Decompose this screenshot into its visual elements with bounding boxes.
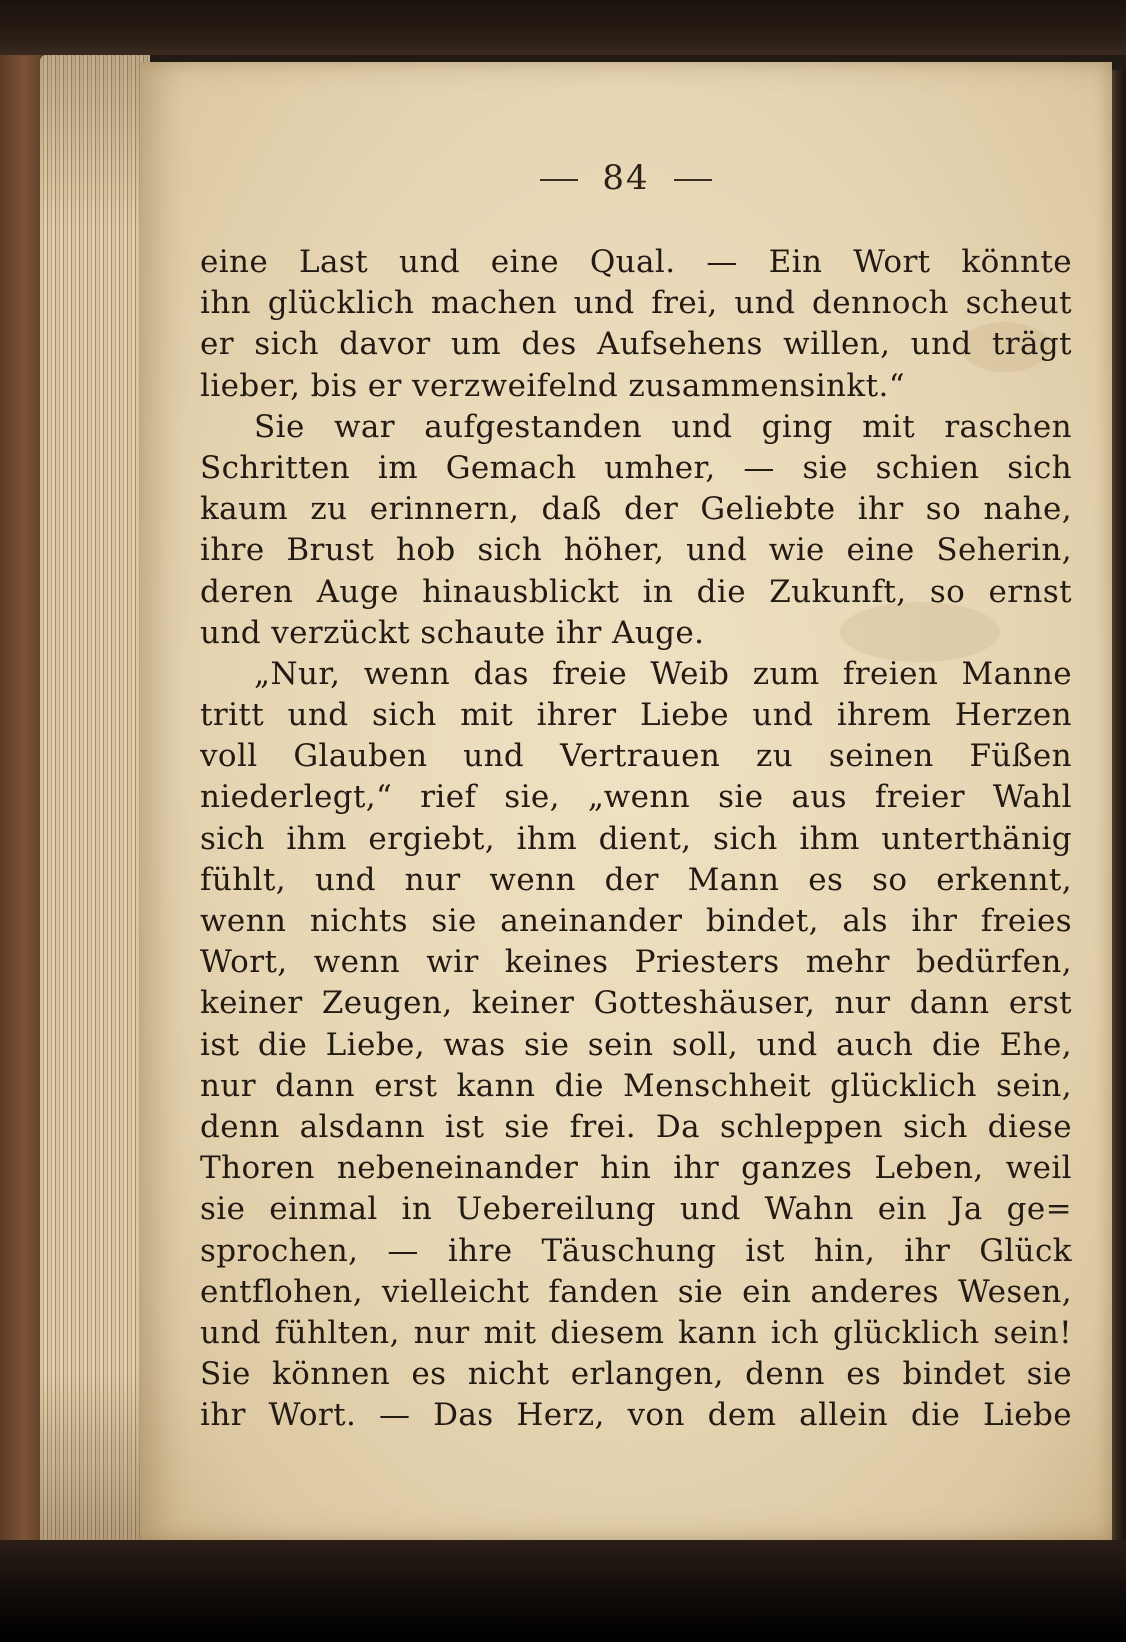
text-line: kaum zu erinnern, daß der Geliebte ihr so nahe,	[200, 491, 1072, 528]
text-line: ihr Wort. — Das Herz, von dem allein die Liebe	[200, 1397, 1072, 1434]
text-line: und verzückt schaute ihr Auge.	[200, 614, 705, 651]
page-number	[140, 158, 1112, 198]
book-cover-bottom	[0, 1540, 1126, 1642]
page-number-dash-left	[540, 179, 578, 181]
text-line: deren Auge hinausblickt in die Zukunft, so ernst	[200, 573, 1072, 610]
text-line: er sich davor um des Aufsehens willen, und trägt	[200, 326, 1072, 363]
text-line: Schritten im Gemach umher, — sie schien sich	[200, 449, 1072, 486]
text-line: ihn glücklich machen und frei, und dennoch scheut	[200, 285, 1072, 322]
text-line: Wort, wenn wir keines Priesters mehr bedürfen,	[200, 944, 1072, 981]
page-number-dash-right	[674, 179, 712, 181]
text-line: ist die Liebe, was sie sein soll, und auch die Ehe,	[200, 1026, 1072, 1063]
text-line: voll Glauben und Vertrauen zu seinen Füßen	[200, 738, 1072, 775]
text-line: sich ihm ergiebt, ihm dient, sich ihm unterthänig	[200, 820, 1072, 857]
text-line: fühlt, und nur wenn der Mann es so erkennt,	[200, 861, 1072, 898]
text-line: Sie war aufgestanden und ging mit raschen	[254, 408, 1072, 445]
text-line: Sie können es nicht erlangen, denn es bindet sie	[200, 1356, 1072, 1393]
text-line: „Nur, wenn das freie Weib zum freien Manne	[254, 655, 1072, 692]
text-line: entflohen, vielleicht fanden sie ein anderes Wesen,	[200, 1273, 1072, 1310]
text-line: eine Last und eine Qual. — Ein Wort könnte	[200, 244, 1072, 280]
text-line: denn alsdann ist sie frei. Da schleppen sich diese	[200, 1108, 1072, 1145]
text-line: sie einmal in Uebereilung und Wahn ein Ja ge=	[200, 1191, 1072, 1228]
text-line: tritt und sich mit ihrer Liebe und ihrem Herzen	[200, 697, 1072, 734]
text-line: sprochen, — ihre Täuschung ist hin, ihr Glück	[200, 1232, 1072, 1269]
text-line: niederlegt,“ rief sie, „wenn sie aus freier Wahl	[200, 779, 1072, 816]
page-number-value: 84	[602, 158, 650, 198]
page-edges	[40, 55, 150, 1545]
text-line: und fühlten, nur mit diesem kann ich glücklich sein!	[200, 1314, 1072, 1351]
text-line: wenn nichts sie aneinander bindet, als ihr freies	[200, 903, 1072, 939]
book-cover-top	[0, 0, 1126, 55]
text-line: nur dann erst kann die Menschheit glücklich sein,	[200, 1067, 1072, 1104]
text-line: Thoren nebeneinander hin ihr ganzes Leben, weil	[200, 1150, 1072, 1187]
text-line: lieber, bis er verzweifelnd zusammensinkt.“	[200, 367, 905, 404]
text-line: ihre Brust hob sich höher, und wie eine Seherin,	[200, 532, 1072, 569]
body-text	[200, 242, 1072, 1436]
book-page	[140, 62, 1112, 1540]
text-line: keiner Zeugen, keiner Gotteshäuser, nur dann erst	[200, 985, 1072, 1022]
